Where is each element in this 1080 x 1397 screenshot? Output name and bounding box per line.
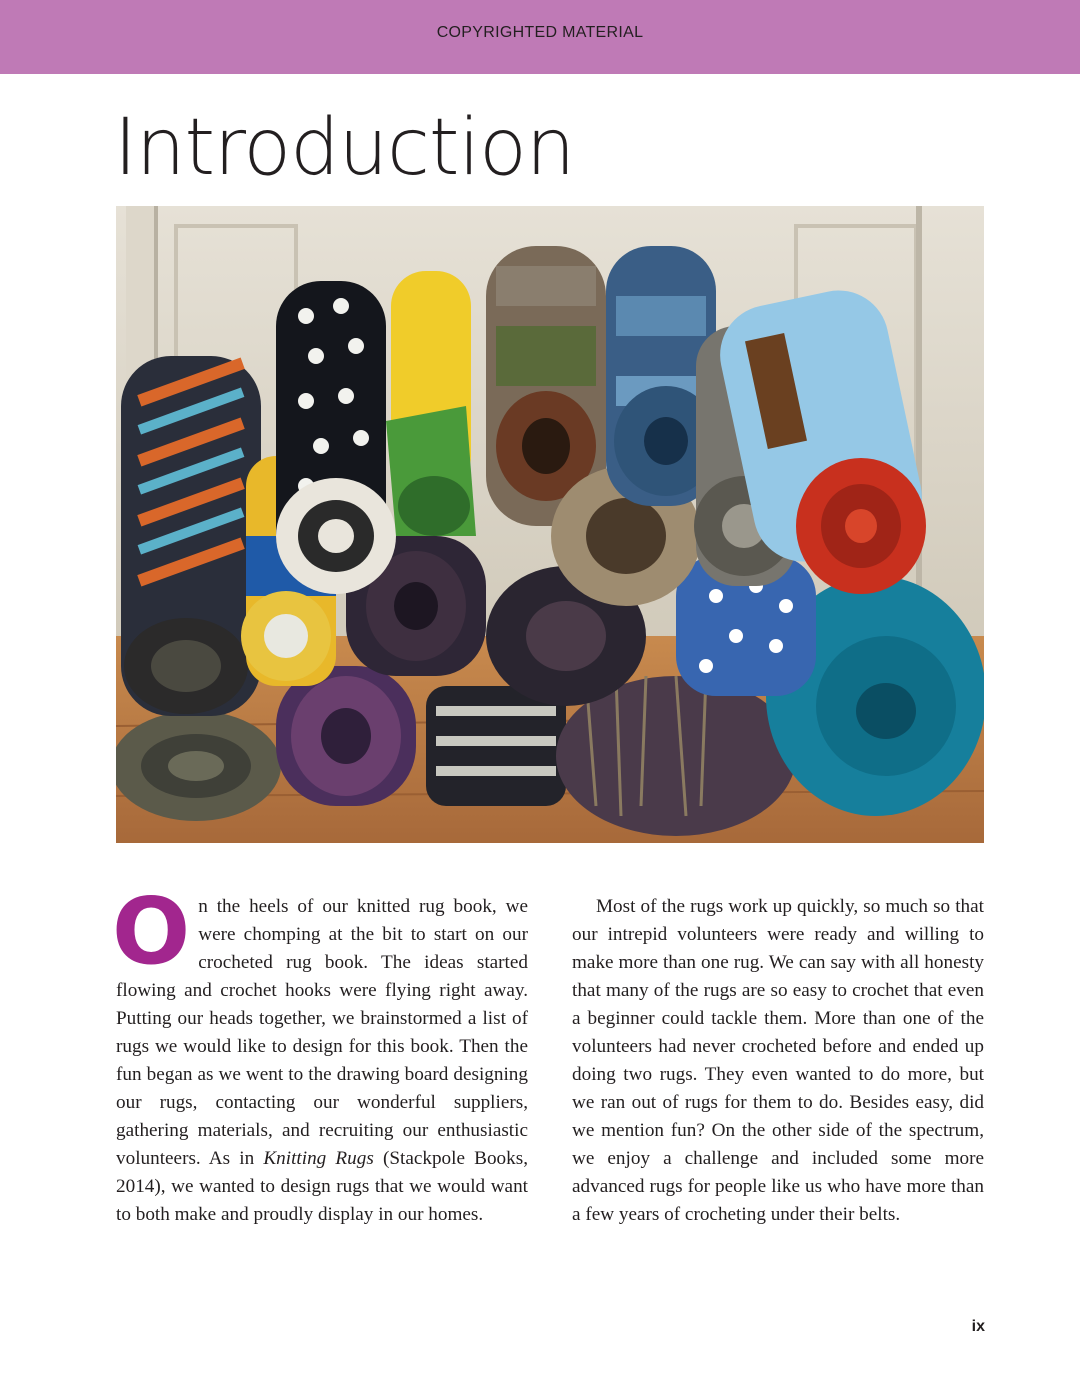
second-paragraph: Most of the rugs work up quickly, so much so that our intrepid volunteers were ready and willing to make more than one rug. We can say with all honesty that many of the rugs are so easy to crochet that even a beginner could tackle them. More than one of the volunteers had never crocheted before and ended up doing two rugs. They even wanted to do more, but we ran out of rugs for them to do. Besides easy, did we mention fun? On the other side of the spectrum, we enjoy a challenge and included some more advanced rugs for people like us who have more than a few years of crocheting under their belts. [572, 896, 984, 1225]
page-number: ix [971, 1318, 985, 1335]
rugs-photo [116, 206, 984, 843]
body-column-right [572, 893, 984, 1229]
copyright-notice: COPYRIGHTED MATERIAL [436, 24, 644, 41]
book-title-italic: Knitting Rugs [263, 1148, 374, 1169]
drop-cap: O [112, 878, 191, 985]
intro-text-part2: (Stackpole Books, 2014), we wanted to design rugs that we would want to both make and proudly display in our homes. [116, 1148, 528, 1225]
intro-text-part1: n the heels of our knitted rug book, we were chomping at the bit to start on our crocheted rug book. The ideas started flowing and crochet hooks were flying right away. Putting our heads together, we brainstormed a list of rugs we would like to design for this book. Then the fun began as we went to the drawing board designing our rugs, contacting our wonderful suppliers, gathering materials, and recruiting our enthusiastic volunteers. As in [116, 896, 528, 1169]
page-title: Introduction [114, 103, 575, 193]
intro-paragraph [112, 878, 528, 1229]
body-column-left [112, 878, 528, 1229]
copyright-banner [0, 0, 1080, 74]
rugs-photo-illustration [116, 206, 984, 843]
